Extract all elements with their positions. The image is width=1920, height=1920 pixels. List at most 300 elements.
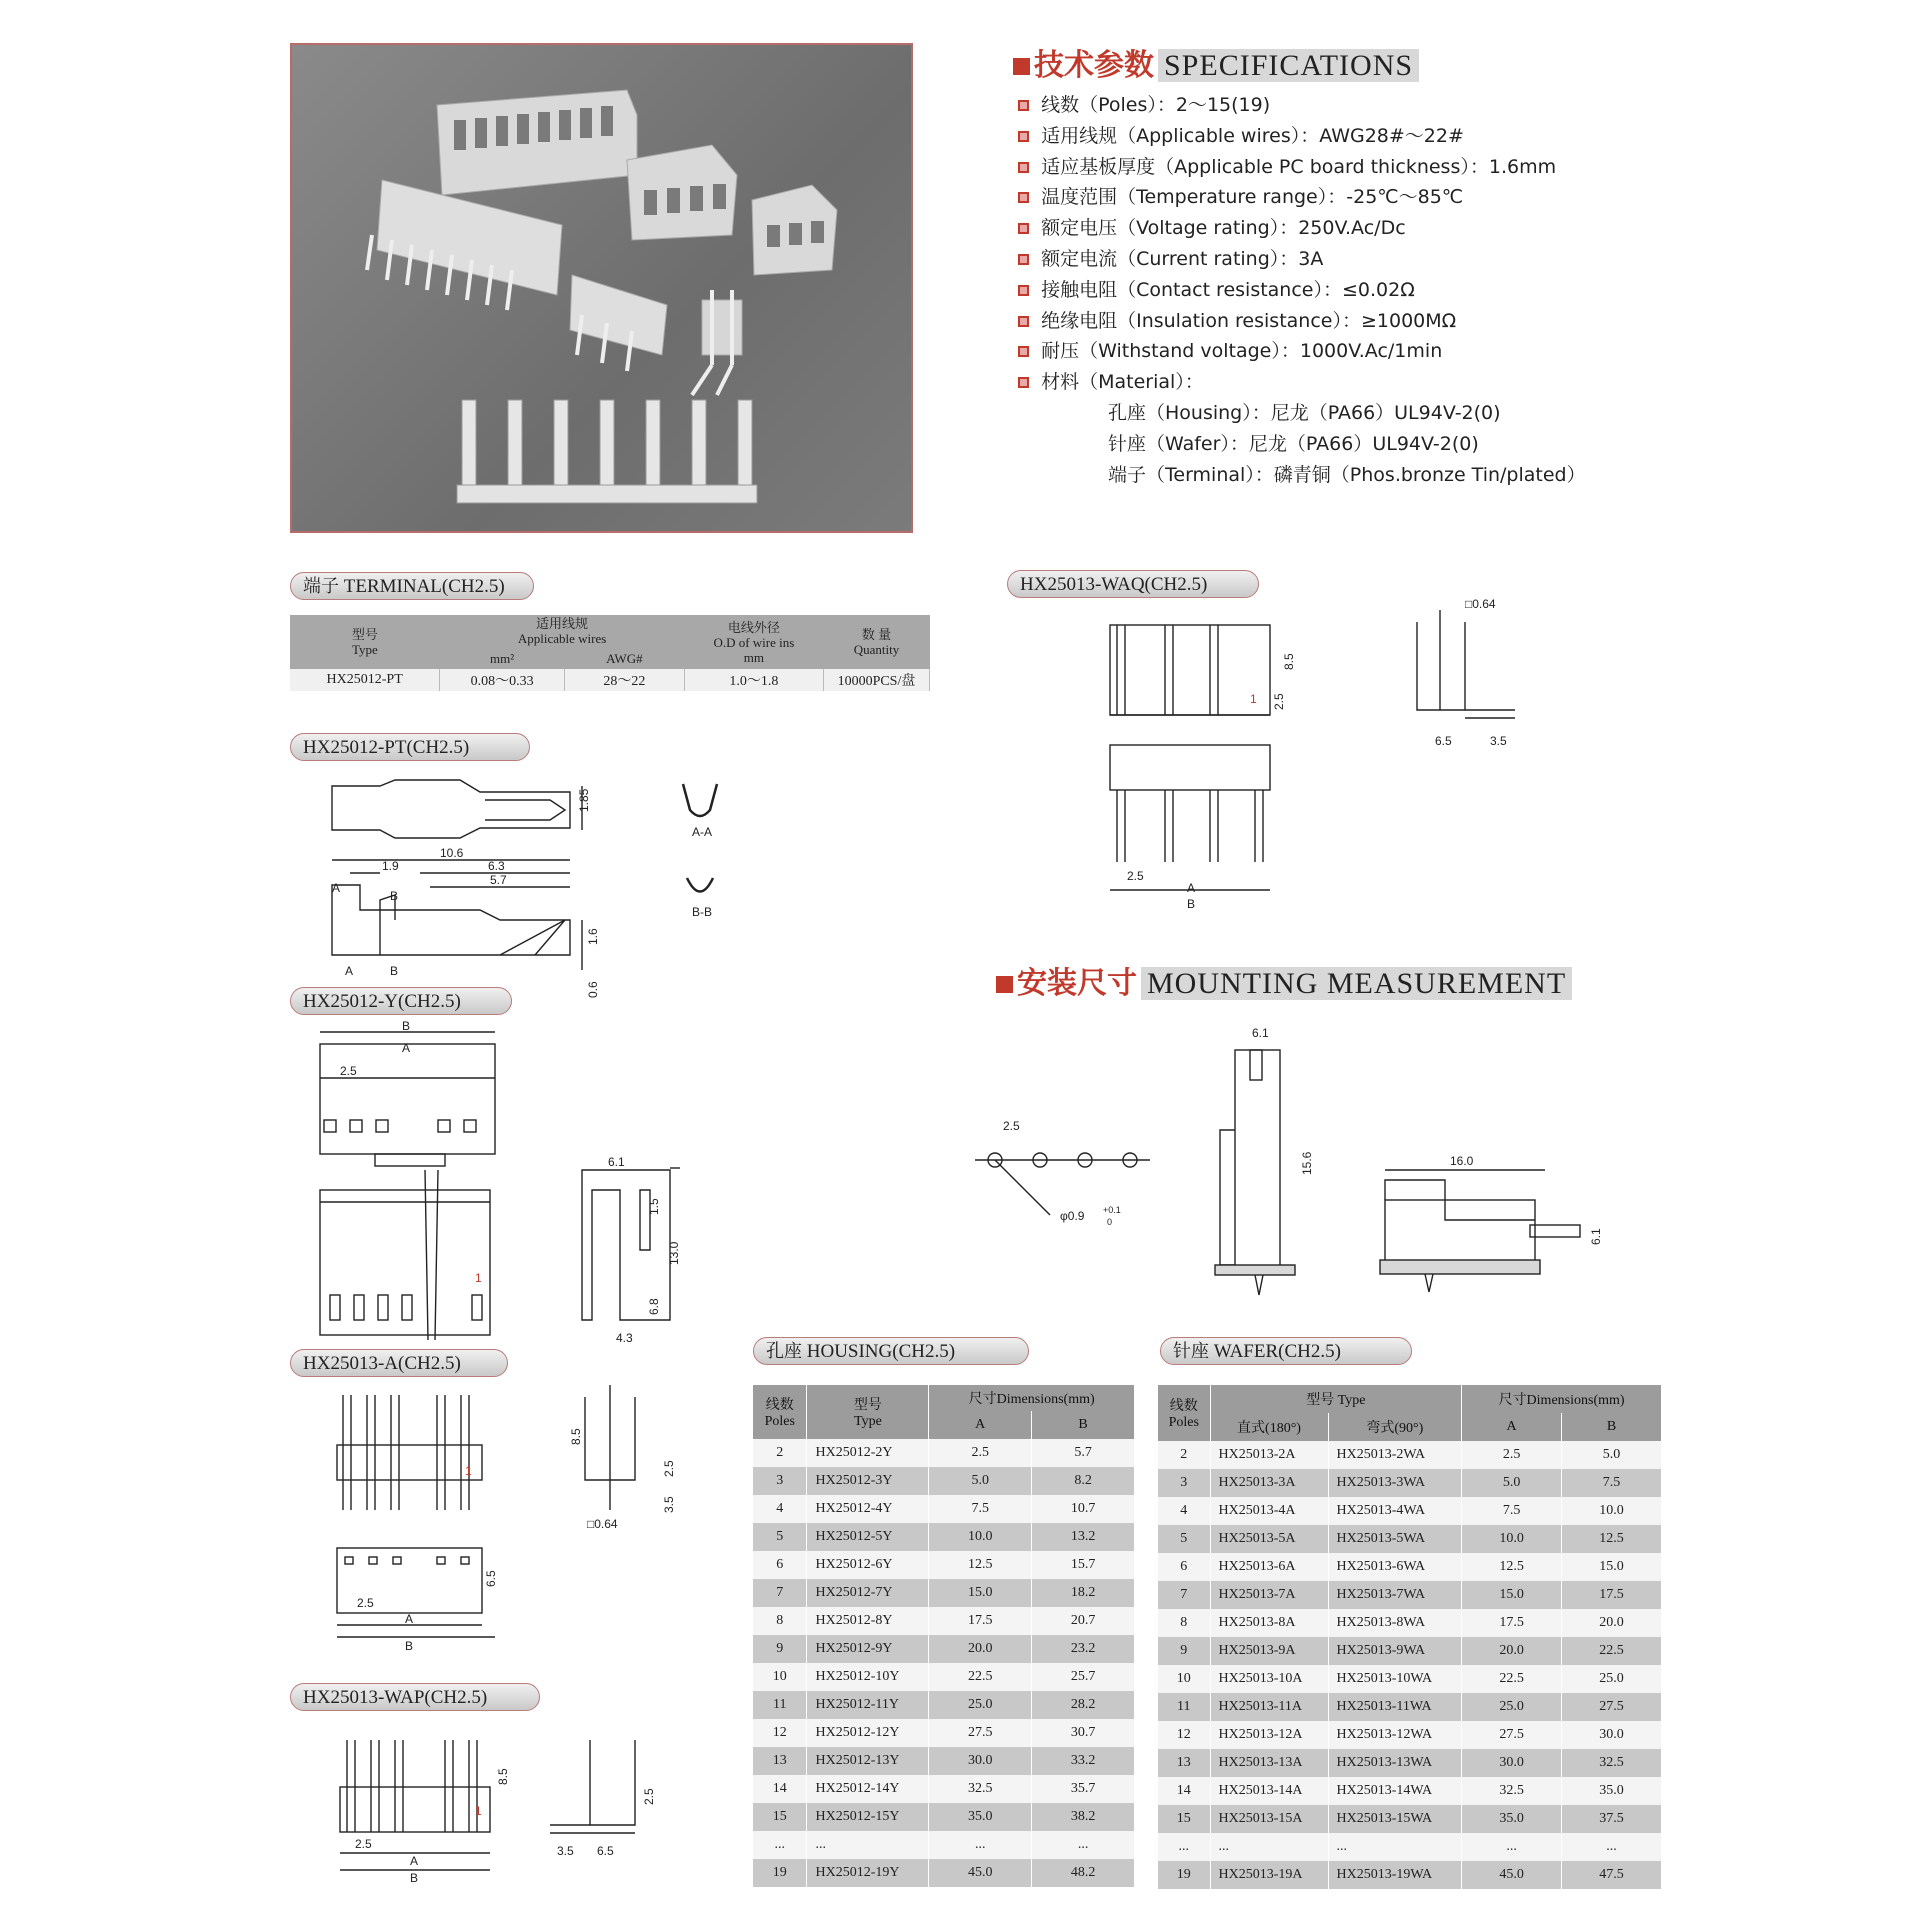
th-type: 型号 Type [807, 1385, 929, 1439]
spec-item: 额定电流（Current rating）：3A [1018, 244, 1586, 275]
spec-item: 温度范围（Temperature range）：-25℃～85℃ [1018, 182, 1586, 213]
svg-text:1.6: 1.6 [586, 928, 600, 945]
table-row [1158, 1525, 1662, 1553]
table-cell: 25.7 [1032, 1663, 1135, 1691]
table-cell: 15.0 [1462, 1581, 1562, 1609]
svg-text:6.5: 6.5 [1435, 734, 1452, 748]
table-row [753, 1859, 1135, 1887]
svg-text:16.0: 16.0 [1450, 1154, 1474, 1168]
housing-table [753, 1385, 1135, 1887]
table-row [1158, 1553, 1662, 1581]
table-cell: 2 [753, 1439, 807, 1467]
connector-illustration [292, 45, 915, 535]
table-cell: HX25013-9WA [1328, 1637, 1462, 1665]
table-cell: ... [753, 1831, 807, 1859]
svg-text:A: A [1187, 881, 1196, 895]
svg-text:A: A [345, 964, 354, 978]
table-cell: HX25013-19A [1210, 1861, 1328, 1889]
heading-bullet-icon [996, 976, 1013, 993]
table-cell: HX25013-2A [1210, 1441, 1328, 1469]
table-cell: 28.2 [1032, 1691, 1135, 1719]
table-cell: HX25012-7Y [807, 1579, 929, 1607]
table-row [753, 1607, 1135, 1635]
table-row [753, 1551, 1135, 1579]
svg-text:8.5: 8.5 [569, 1428, 583, 1445]
svg-text:0: 0 [1107, 1217, 1113, 1227]
table-row [1158, 1693, 1662, 1721]
th-type: 型号 Type [290, 615, 440, 669]
table-cell: HX25013-14A [1210, 1777, 1328, 1805]
table-cell: 5.0 [929, 1467, 1032, 1495]
table-cell: HX25013-12WA [1328, 1721, 1462, 1749]
svg-text:6.3: 6.3 [488, 859, 505, 873]
table-row [753, 1719, 1135, 1747]
svg-text:1: 1 [1250, 692, 1257, 706]
table-cell: 12.5 [1462, 1553, 1562, 1581]
th-type: 型号 Type [1210, 1385, 1462, 1413]
table-row [753, 1495, 1135, 1523]
svg-text:□0.64: □0.64 [1465, 597, 1496, 611]
th-mm2: mm² [440, 647, 565, 669]
table-cell: 27.5 [929, 1719, 1032, 1747]
svg-text:6.5: 6.5 [597, 1844, 614, 1858]
svg-text:3.5: 3.5 [1490, 734, 1507, 748]
bullet-icon [1018, 162, 1029, 173]
svg-text:0.6: 0.6 [586, 981, 600, 998]
spec-item: 接触电阻（Contact resistance）：≤0.02Ω [1018, 275, 1586, 306]
spec-title-cn: 技术参数 [1034, 48, 1154, 83]
waq-title: HX25013-WAQ(CH2.5) [1007, 570, 1259, 598]
table-cell: HX25013-11A [1210, 1693, 1328, 1721]
table-cell: 10.0 [1462, 1525, 1562, 1553]
bullet-icon [1018, 192, 1029, 203]
table-row [1158, 1637, 1662, 1665]
table-cell: 37.5 [1562, 1805, 1662, 1833]
table-cell: HX25012-12Y [807, 1719, 929, 1747]
table-row [753, 1691, 1135, 1719]
table-cell: 5.0 [1462, 1469, 1562, 1497]
table-row [753, 1579, 1135, 1607]
table-cell: HX25012-13Y [807, 1747, 929, 1775]
svg-text:B: B [390, 889, 399, 903]
table-cell: 23.2 [1032, 1635, 1135, 1663]
svg-text:8.5: 8.5 [496, 1768, 510, 1785]
table-cell: ... [1562, 1833, 1662, 1861]
table-cell: HX25013-5A [1210, 1525, 1328, 1553]
table-cell: HX25012-5Y [807, 1523, 929, 1551]
table-cell: HX25012-9Y [807, 1635, 929, 1663]
svg-text:A: A [405, 1612, 414, 1626]
table-row [1158, 1749, 1662, 1777]
table-cell: HX25012-10Y [807, 1663, 929, 1691]
svg-text:6.1: 6.1 [608, 1155, 625, 1169]
table-cell: 19 [753, 1859, 807, 1887]
a-drawing [325, 1385, 675, 1665]
svg-text:B: B [390, 964, 399, 978]
th-qty: 数 量 Quantity [823, 615, 929, 669]
svg-text:2.5: 2.5 [1127, 869, 1144, 883]
heading-bullet-icon [1013, 58, 1030, 75]
th-b: B [1562, 1413, 1662, 1441]
table-cell: 45.0 [929, 1859, 1032, 1887]
table-cell: 7 [753, 1579, 807, 1607]
table-cell: 4 [753, 1495, 807, 1523]
svg-text:3.5: 3.5 [557, 1844, 574, 1858]
table-cell: 27.5 [1562, 1693, 1662, 1721]
table-cell: 20.0 [929, 1635, 1032, 1663]
table-cell: 33.2 [1032, 1747, 1135, 1775]
table-cell: 12 [1158, 1721, 1210, 1749]
svg-text:10.6: 10.6 [440, 846, 464, 860]
table-cell: 5.0 [1562, 1441, 1662, 1469]
housing-title: 孔座 HOUSING(CH2.5) [753, 1337, 1029, 1365]
table-cell: 17.5 [929, 1607, 1032, 1635]
table-cell: 20.0 [1562, 1609, 1662, 1637]
product-photo [290, 43, 913, 533]
wafer-title: 针座 WAFER(CH2.5) [1160, 1337, 1412, 1365]
table-cell: 10.0 [1562, 1497, 1662, 1525]
table-cell: HX25013-5WA [1328, 1525, 1462, 1553]
table-cell: 48.2 [1032, 1859, 1135, 1887]
spec-item: 适用线规（Applicable wires）：AWG28#～22# [1018, 121, 1586, 152]
table-row [1158, 1469, 1662, 1497]
svg-text:6.8: 6.8 [647, 1298, 661, 1315]
table-row: HX25012-PT 0.08～0.33 28～22 1.0～1.8 10000PCS/盘 [290, 669, 930, 691]
bullet-icon [1018, 131, 1029, 142]
th-b: B [1032, 1411, 1135, 1439]
table-cell: HX25013-14WA [1328, 1777, 1462, 1805]
table-cell: 2.5 [929, 1439, 1032, 1467]
table-cell: 15.0 [929, 1579, 1032, 1607]
svg-text:4.3: 4.3 [616, 1331, 633, 1345]
table-row [1158, 1497, 1662, 1525]
table-cell: 2 [1158, 1441, 1210, 1469]
table-cell: 35.0 [1562, 1777, 1662, 1805]
table-cell: 14 [753, 1775, 807, 1803]
table-cell: 3 [753, 1467, 807, 1495]
table-cell: 22.5 [1462, 1665, 1562, 1693]
pt-title: HX25012-PT(CH2.5) [290, 733, 530, 761]
svg-text:2.5: 2.5 [355, 1837, 372, 1851]
terminal-title: 端子 TERMINAL(CH2.5) [290, 572, 534, 600]
table-cell: HX25013-9A [1210, 1637, 1328, 1665]
wafer-table [1158, 1385, 1662, 1889]
wafer-rows [1158, 1441, 1662, 1889]
th-straight: 直式(180°) [1210, 1413, 1328, 1441]
svg-text:5.7: 5.7 [490, 873, 507, 887]
svg-text:A: A [402, 1041, 411, 1055]
svg-text:A: A [410, 1854, 419, 1868]
table-cell: 12 [753, 1719, 807, 1747]
th-od: 电线外径 O.D of wire ins mm [684, 615, 823, 669]
svg-text:B: B [1187, 897, 1196, 911]
svg-text:1.5: 1.5 [647, 1198, 661, 1215]
table-cell: HX25013-6WA [1328, 1553, 1462, 1581]
table-cell: HX25012-15Y [807, 1803, 929, 1831]
table-cell: 32.5 [1562, 1749, 1662, 1777]
table-cell: 11 [753, 1691, 807, 1719]
table-cell: HX25013-4WA [1328, 1497, 1462, 1525]
table-cell: HX25013-10A [1210, 1665, 1328, 1693]
table-cell: ... [929, 1831, 1032, 1859]
table-cell: 2.5 [1462, 1441, 1562, 1469]
table-cell: 8 [753, 1607, 807, 1635]
bullet-icon [1018, 285, 1029, 296]
table-cell: 25.0 [929, 1691, 1032, 1719]
table-row [753, 1775, 1135, 1803]
th-a: A [929, 1411, 1032, 1439]
table-cell: 8.2 [1032, 1467, 1135, 1495]
table-cell: HX25013-3WA [1328, 1469, 1462, 1497]
svg-text:φ0.9: φ0.9 [1060, 1209, 1085, 1223]
table-cell: HX25012-3Y [807, 1467, 929, 1495]
table-cell: 10 [1158, 1665, 1210, 1693]
table-cell: 15 [753, 1803, 807, 1831]
y-drawing [310, 1020, 690, 1350]
svg-text:13.0: 13.0 [667, 1241, 681, 1265]
table-cell: HX25013-4A [1210, 1497, 1328, 1525]
table-cell: 12.5 [1562, 1525, 1662, 1553]
th-wires: 适用线规 Applicable wires [440, 615, 685, 647]
svg-text:B: B [405, 1639, 414, 1653]
table-cell: 10 [753, 1663, 807, 1691]
spec-item: 材料（Material）： [1018, 367, 1586, 398]
table-cell: HX25013-6A [1210, 1553, 1328, 1581]
table-cell: 22.5 [1562, 1637, 1662, 1665]
table-cell: 7 [1158, 1581, 1210, 1609]
table-cell: 15.7 [1032, 1551, 1135, 1579]
table-cell: 13 [1158, 1749, 1210, 1777]
bullet-icon [1018, 100, 1029, 111]
table-cell: 10.7 [1032, 1495, 1135, 1523]
table-cell: 47.5 [1562, 1861, 1662, 1889]
svg-text:A: A [332, 881, 341, 895]
table-cell: HX25013-7WA [1328, 1581, 1462, 1609]
svg-text:2.5: 2.5 [642, 1788, 656, 1805]
table-row [1158, 1777, 1662, 1805]
th-awg: AWG# [564, 647, 684, 669]
svg-text:1.9: 1.9 [382, 859, 399, 873]
table-cell: 17.5 [1562, 1581, 1662, 1609]
table-cell: 20.7 [1032, 1607, 1135, 1635]
table-cell: 7.5 [929, 1495, 1032, 1523]
material-housing: 孔座（Housing）：尼龙（PA66）UL94V-2(0) [1108, 401, 1501, 424]
table-cell: 30.7 [1032, 1719, 1135, 1747]
table-cell: 13.2 [1032, 1523, 1135, 1551]
spec-item: 额定电压（Voltage rating）：250V.Ac/Dc [1018, 213, 1586, 244]
table-cell: 9 [1158, 1637, 1210, 1665]
wap-title: HX25013-WAP(CH2.5) [290, 1683, 540, 1711]
svg-text:2.5: 2.5 [662, 1460, 676, 1477]
table-cell: 45.0 [1462, 1861, 1562, 1889]
table-cell: HX25013-15WA [1328, 1805, 1462, 1833]
svg-text:6.1: 6.1 [1252, 1026, 1269, 1040]
table-cell: 35.0 [929, 1803, 1032, 1831]
table-cell: 13 [753, 1747, 807, 1775]
bullet-icon [1018, 223, 1029, 234]
table-cell: 27.5 [1462, 1721, 1562, 1749]
table-cell: 30.0 [1562, 1721, 1662, 1749]
table-cell: 20.0 [1462, 1637, 1562, 1665]
bullet-icon [1018, 346, 1029, 357]
table-cell: 15 [1158, 1805, 1210, 1833]
table-cell: HX25013-12A [1210, 1721, 1328, 1749]
table-cell: HX25013-19WA [1328, 1861, 1462, 1889]
table-cell: HX25012-11Y [807, 1691, 929, 1719]
table-row [1158, 1861, 1662, 1889]
material-wafer: 针座（Wafer）：尼龙（PA66）UL94V-2(0) [1108, 432, 1479, 455]
svg-text:1: 1 [475, 1271, 482, 1285]
th-poles: 线数 Poles [1158, 1385, 1210, 1441]
th-dim: 尺寸Dimensions(mm) [1462, 1385, 1662, 1413]
table-cell: HX25012-6Y [807, 1551, 929, 1579]
svg-text:2.5: 2.5 [1272, 693, 1286, 710]
table-row [753, 1523, 1135, 1551]
table-cell: 32.5 [929, 1775, 1032, 1803]
housing-rows [753, 1439, 1135, 1887]
spec-list [1018, 90, 1586, 490]
th-poles: 线数 Poles [753, 1385, 807, 1439]
table-row [753, 1831, 1135, 1859]
table-cell: 38.2 [1032, 1803, 1135, 1831]
table-row [1158, 1721, 1662, 1749]
svg-text:1.85: 1.85 [577, 788, 591, 812]
spec-title-en: SPECIFICATIONS [1158, 49, 1419, 82]
table-cell: 9 [753, 1635, 807, 1663]
table-cell: 7.5 [1562, 1469, 1662, 1497]
table-cell: ... [1158, 1833, 1210, 1861]
spec-item: 耐压（Withstand voltage）：1000V.Ac/1min [1018, 336, 1586, 367]
svg-text:A-A: A-A [692, 825, 713, 839]
table-cell: HX25012-2Y [807, 1439, 929, 1467]
spec-item: 线数（Poles）：2～15(19) [1018, 90, 1586, 121]
svg-text:B-B: B-B [692, 905, 713, 919]
table-cell: ... [1328, 1833, 1462, 1861]
svg-text:2.5: 2.5 [340, 1064, 357, 1078]
bullet-icon [1018, 254, 1029, 265]
table-row [753, 1439, 1135, 1467]
table-cell: ... [807, 1831, 929, 1859]
terminal-table [290, 615, 930, 691]
th-a: A [1462, 1413, 1562, 1441]
table-cell: 25.0 [1562, 1665, 1662, 1693]
table-row [1158, 1441, 1662, 1469]
spec-item: 适应基板厚度（Applicable PC board thickness）：1.6mm [1018, 152, 1586, 183]
table-cell: HX25013-3A [1210, 1469, 1328, 1497]
svg-text:1: 1 [475, 1804, 482, 1818]
bullet-icon [1018, 377, 1029, 388]
table-cell: HX25013-2WA [1328, 1441, 1462, 1469]
table-cell: HX25013-13A [1210, 1749, 1328, 1777]
svg-text:3.5: 3.5 [662, 1496, 676, 1513]
table-cell: 17.5 [1462, 1609, 1562, 1637]
bullet-icon [1018, 316, 1029, 327]
mounting-drawing [975, 1020, 1655, 1290]
table-cell: 6 [753, 1551, 807, 1579]
svg-text:B: B [402, 1019, 411, 1033]
svg-text:15.6: 15.6 [1300, 1151, 1314, 1175]
table-cell: HX25013-13WA [1328, 1749, 1462, 1777]
mounting-heading: 安装尺寸 MOUNTING MEASUREMENT [996, 958, 1572, 1002]
specifications-heading [1013, 40, 1419, 84]
table-cell: HX25013-10WA [1328, 1665, 1462, 1693]
table-row [1158, 1609, 1662, 1637]
table-row [753, 1747, 1135, 1775]
table-cell: 10.0 [929, 1523, 1032, 1551]
table-cell: HX25012-14Y [807, 1775, 929, 1803]
th-dim: 尺寸Dimensions(mm) [929, 1385, 1135, 1411]
table-cell: 5 [753, 1523, 807, 1551]
table-cell: 22.5 [929, 1663, 1032, 1691]
table-cell: HX25013-7A [1210, 1581, 1328, 1609]
table-cell: 3 [1158, 1469, 1210, 1497]
svg-text:□0.64: □0.64 [587, 1517, 618, 1531]
pt-drawing [320, 770, 713, 1010]
table-cell: 8 [1158, 1609, 1210, 1637]
table-cell: 12.5 [929, 1551, 1032, 1579]
table-cell: HX25012-4Y [807, 1495, 929, 1523]
table-row [753, 1467, 1135, 1495]
table-cell: 14 [1158, 1777, 1210, 1805]
svg-text:6.1: 6.1 [1589, 1228, 1603, 1245]
y-title: HX25012-Y(CH2.5) [290, 987, 512, 1015]
waq-drawing [1105, 597, 1535, 920]
table-cell: 30.0 [1462, 1749, 1562, 1777]
table-cell: ... [1032, 1831, 1135, 1859]
table-cell: HX25012-19Y [807, 1859, 929, 1887]
table-cell: HX25013-11WA [1328, 1693, 1462, 1721]
table-cell: 11 [1158, 1693, 1210, 1721]
table-row [1158, 1665, 1662, 1693]
table-cell: 19 [1158, 1861, 1210, 1889]
table-cell: 4 [1158, 1497, 1210, 1525]
table-cell: ... [1462, 1833, 1562, 1861]
table-row [753, 1635, 1135, 1663]
table-cell: 6 [1158, 1553, 1210, 1581]
table-row [1158, 1833, 1662, 1861]
table-cell: HX25012-8Y [807, 1607, 929, 1635]
table-cell: 7.5 [1462, 1497, 1562, 1525]
table-cell: 32.5 [1462, 1777, 1562, 1805]
table-cell: 30.0 [929, 1747, 1032, 1775]
table-cell: 5 [1158, 1525, 1210, 1553]
svg-text:8.5: 8.5 [1282, 653, 1296, 670]
table-row [753, 1803, 1135, 1831]
table-cell: HX25013-8WA [1328, 1609, 1462, 1637]
svg-text:2.5: 2.5 [1003, 1119, 1020, 1133]
table-cell: 25.0 [1462, 1693, 1562, 1721]
svg-text:1: 1 [465, 1464, 472, 1478]
a-title: HX25013-A(CH2.5) [290, 1349, 508, 1377]
svg-text:B: B [410, 1871, 419, 1885]
material-terminal: 端子（Terminal）：磷青铜（Phos.bronze Tin/plated） [1108, 463, 1586, 486]
table-cell: HX25013-8A [1210, 1609, 1328, 1637]
table-row [753, 1663, 1135, 1691]
svg-text:6.5: 6.5 [484, 1570, 498, 1587]
table-cell: ... [1210, 1833, 1328, 1861]
table-cell: 35.7 [1032, 1775, 1135, 1803]
table-cell: 5.7 [1032, 1439, 1135, 1467]
table-row [1158, 1581, 1662, 1609]
table-cell: 35.0 [1462, 1805, 1562, 1833]
th-angle: 弯式(90°) [1328, 1413, 1462, 1441]
svg-text:2.5: 2.5 [357, 1596, 374, 1610]
table-row [1158, 1805, 1662, 1833]
table-cell: 18.2 [1032, 1579, 1135, 1607]
table-cell: HX25013-15A [1210, 1805, 1328, 1833]
table-cell: 15.0 [1562, 1553, 1662, 1581]
wap-drawing [335, 1735, 665, 1895]
